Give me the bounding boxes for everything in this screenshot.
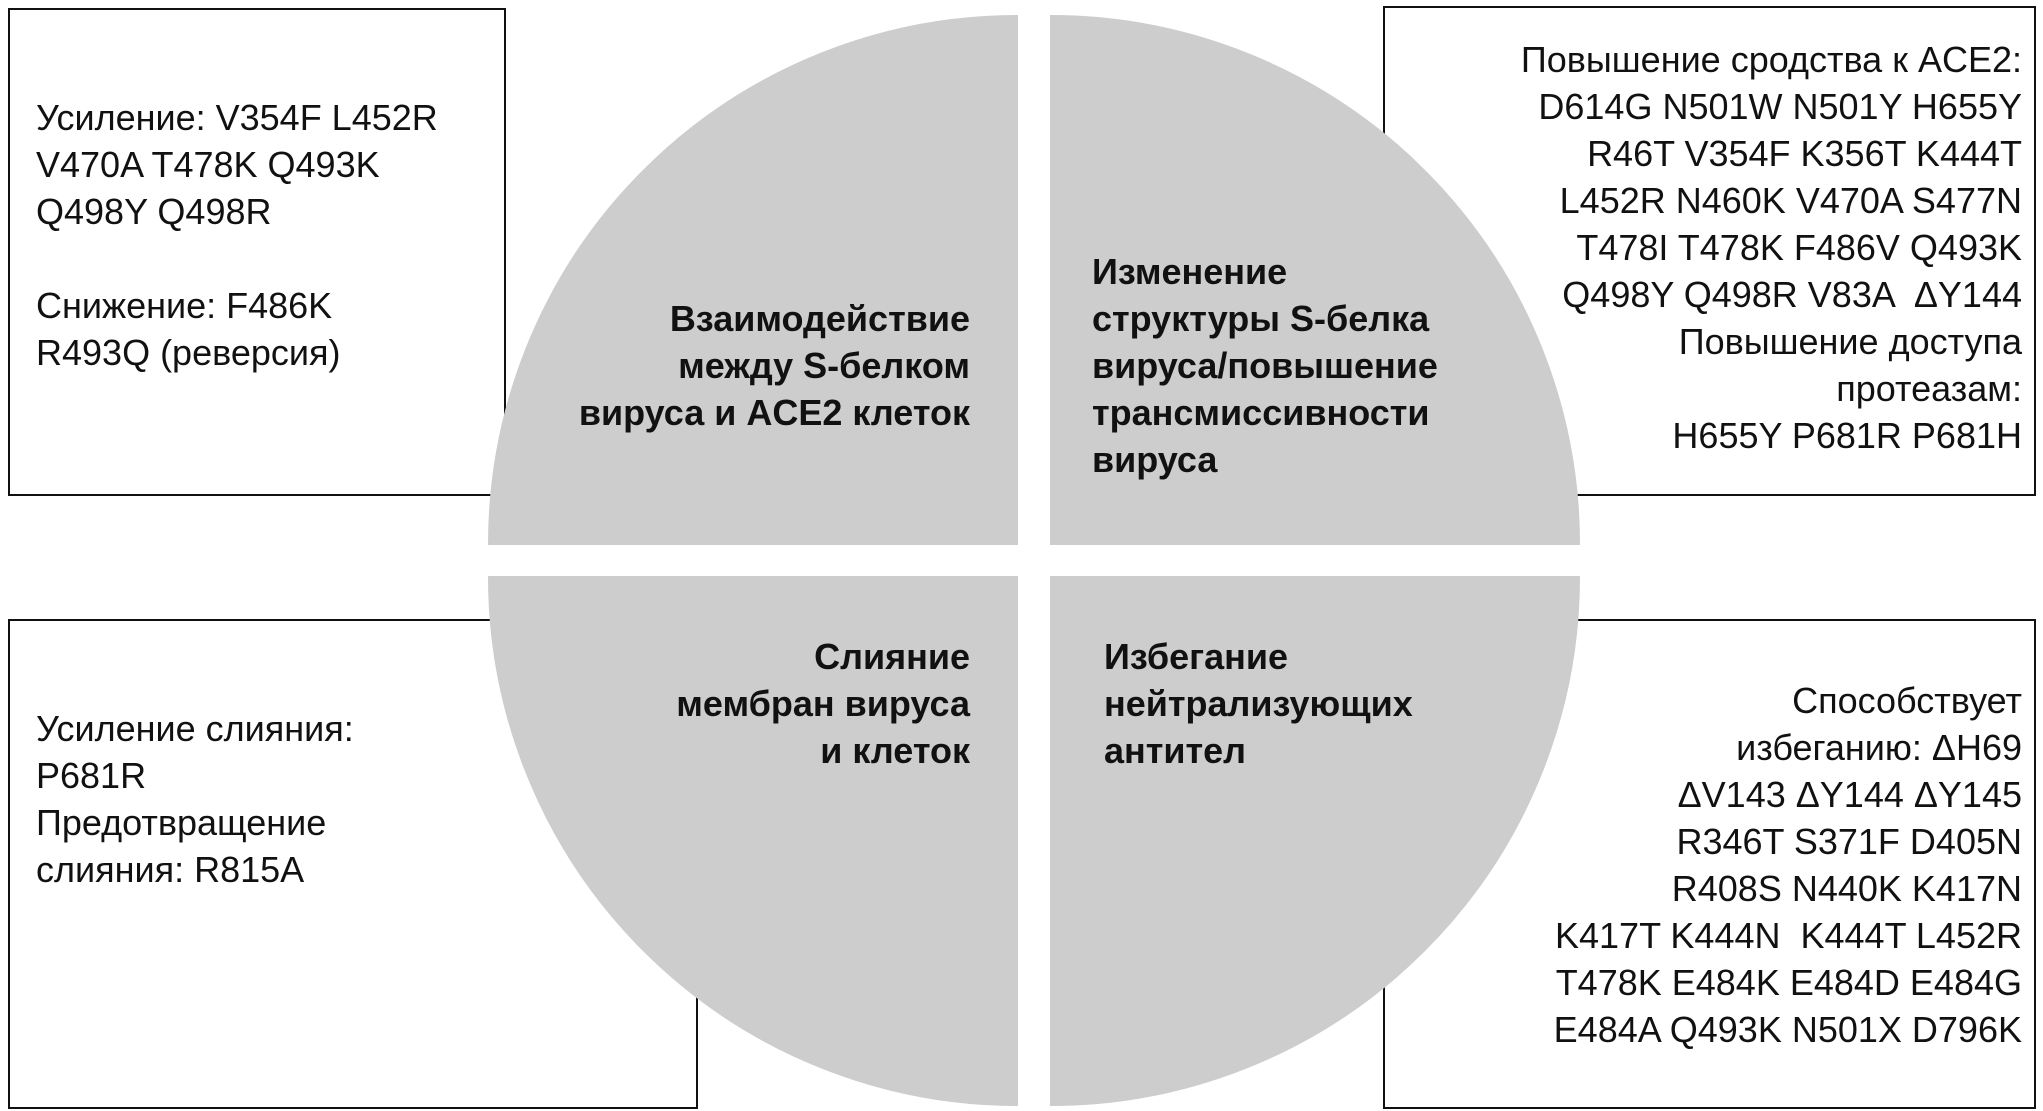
quadrant-top-right-label: Изменение структуры S-белка вируса/повышение трансмиссивности вируса xyxy=(1092,251,1438,480)
bottom-left-box-text: Усиление слияния: P681R Предотвращение слияния: R815A xyxy=(36,708,354,890)
top-right-box-text: Повышение сродства к ACE2: D614G N501W N501Y H655Y R46T V354F K356T K444T L452R N460K V470A S477N T478I T478K F486V Q493K Q498Y Q498R V83A ΔY144 Повышение доступа протеазам: H655Y P681R P681H xyxy=(1520,39,2022,456)
quadrant-bottom-left-label: Слияние мембран вируса и клеток xyxy=(676,636,970,771)
bottom-right-box-text: Способствует избеганию: ΔH69 ΔV143 ΔY144 ΔY145 R346T S371F D405N R408S N440K K417N K417T K444N K444T L452R T478K E484K E484D E484G E484A Q493K N501X D796K xyxy=(1553,680,2022,1050)
quadrant-bottom-right-label: Избегание нейтрализующих антител xyxy=(1104,636,1413,771)
quadrant-top-left-label: Взаимодействие между S-белком вируса и ACE2 клеток xyxy=(578,298,970,433)
top-left-box-text: Усиление: V354F L452R V470A T478K Q493K Q498Y Q498R Снижение: F486K R493Q (реверсия) xyxy=(36,97,438,373)
quadrant-top-left xyxy=(489,16,1017,544)
